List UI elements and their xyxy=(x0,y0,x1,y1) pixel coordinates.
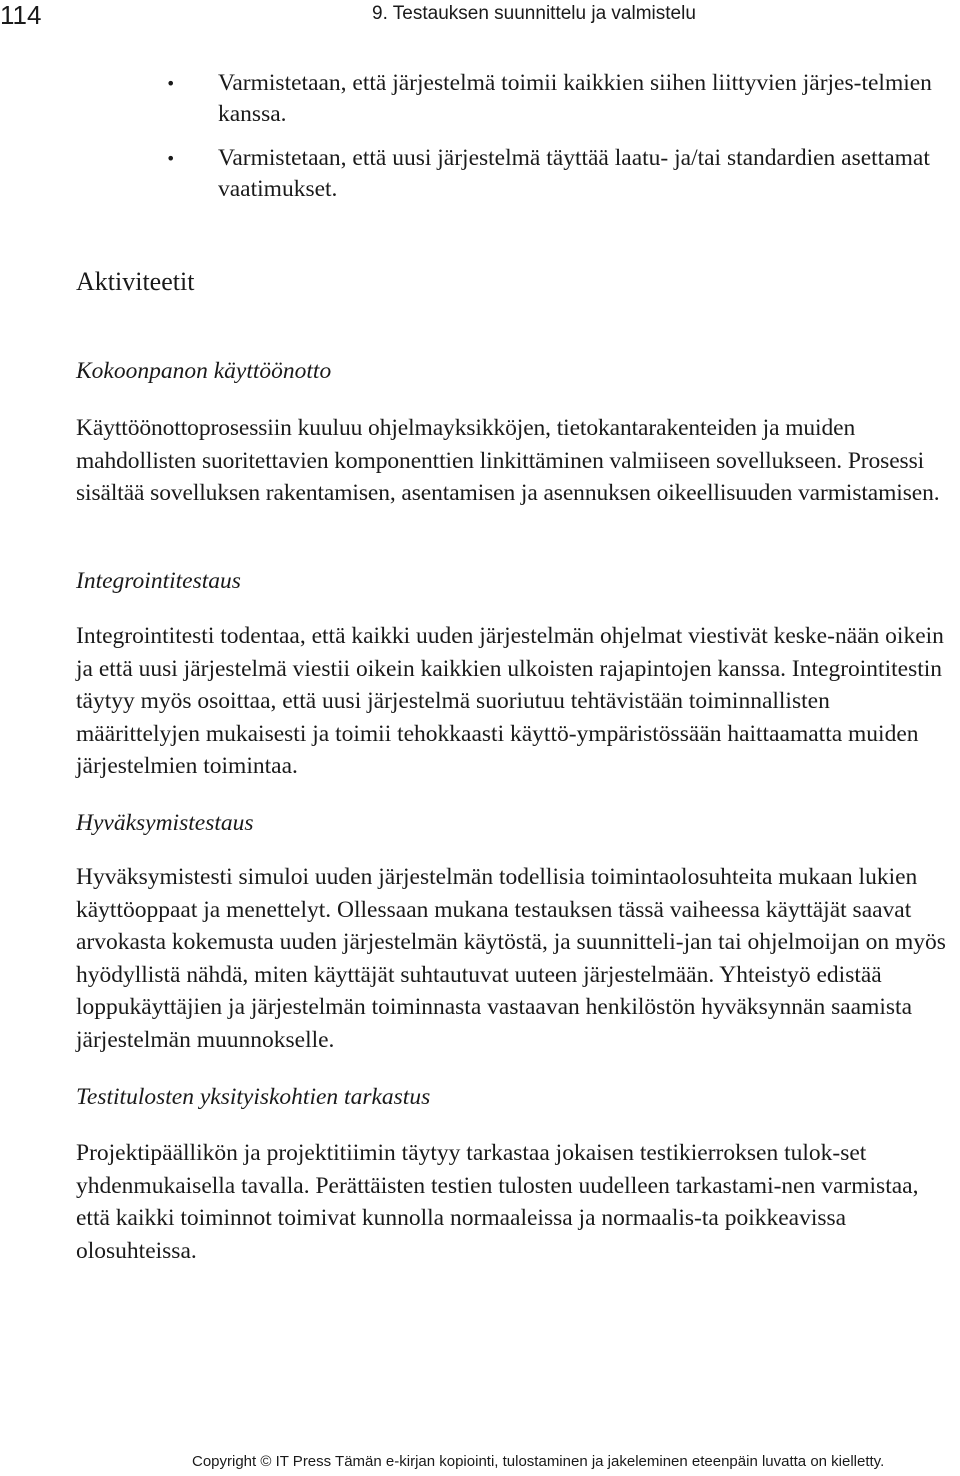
bullet-text: Varmistetaan, että järjestelmä toimii kaikkien siihen liittyvien järjes-telmien kanssa. xyxy=(218,70,932,127)
bullet-list xyxy=(166,68,956,218)
paragraph-hyvaksymistestaus: Hyväksymistesti simuloi uuden järjestelmän todellisia toimintaolosuhteita mukaan lukien käyttöoppaat ja menettelyt. Ollessaan mukana testauksen tässä vaiheessa käyttäjät saavat arvokasta kokemusta uuden järjestelmän käytöstä, ja suunnitteli-jan tai ohjelmoijan on myös hyödyllistä nähdä, miten käyttäjät suhtautuvat uuteen järjestelmään. Yhteistyö edistää loppukäyttäjien ja järjestelmän toiminnasta vastaavan henkilöstön hyväksynnän saamista järjestelmän muunnokselle. xyxy=(76,864,946,1053)
running-header: 9. Testauksen suunnittelu ja valmistelu xyxy=(372,3,696,24)
bullet-icon: • xyxy=(166,74,176,93)
paragraph-kokoonpanon: Käyttöönottoprosessiin kuuluu ohjelmayksikköjen, tietokantarakenteiden ja muiden mahdollisten suoritettavien komponenttien linkittäminen valmiiseen sovellukseen. Prosessi sisältää sovelluksen rakentamisen, asentamisen ja asennuksen oikeellisuuden varmistamisen. xyxy=(76,415,940,506)
paragraph-integrointitestaus: Integrointitesti todentaa, että kaikki uuden järjestelmän ohjelmat viestivät keske-nään oikein ja että uusi järjestelmä viestii oikein kaikkien ulkoisten rajapintojen kanssa. Integrointitestin täytyy myös osoittaa, että uusi järjestelmä suoriutuu tehtävistään toiminnallisten määrittelyjen mukaisesti ja toimii tehokkaasti käyttö-ympäristössään haittaamatta muiden järjestelmien toimintaa. xyxy=(76,623,944,779)
list-item xyxy=(166,143,956,205)
bullet-text: Varmistetaan, että uusi järjestelmä täyttää laatu- ja/tai standardien asettamat vaatimukset. xyxy=(218,145,930,202)
bullet-icon: • xyxy=(166,149,176,168)
page-number: 114 xyxy=(0,0,42,30)
paragraph-testitulosten: Projektipäällikön ja projektitiimin täytyy tarkastaa jokaisen testikierroksen tulok-set yhdenmukaisella tavalla. Perättäisten testien tulosten uudelleen tarkastami-nen varmistaa, että kaikki toiminnot toimivat kunnolla normaaleissa ja normaalis-ta poikkeavissa olosuhteissa. xyxy=(76,1140,919,1264)
subheading-integrointitestaus: Integrointitestaus xyxy=(76,568,241,594)
section-title: Aktiviteetit xyxy=(76,267,195,296)
subheading-kokoonpanon: Kokoonpanon käyttöönotto xyxy=(76,358,332,384)
subheading-hyvaksymistestaus: Hyväksymistestaus xyxy=(76,810,254,836)
copyright-footer: Copyright © IT Press Tämän e-kirjan kopiointi, tulostaminen ja jakeleminen eteenpäin luvatta on kielletty. xyxy=(192,1453,885,1470)
subheading-testitulosten: Testitulosten yksityiskohtien tarkastus xyxy=(76,1084,431,1110)
list-item xyxy=(166,68,956,130)
